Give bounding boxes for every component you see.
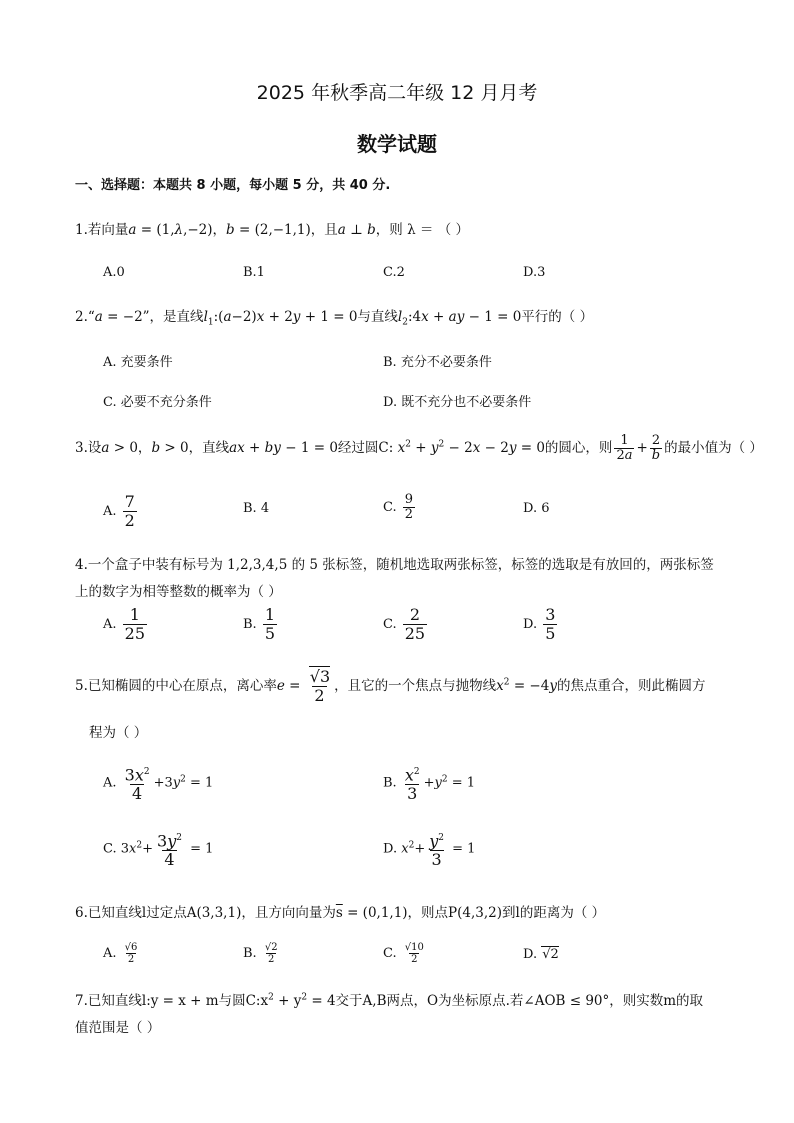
question-1-option-c: C.2 — [383, 265, 405, 280]
section-heading: 一、选择题：本题共 8 小题，每小题 5 分，共 40 分. — [75, 178, 391, 193]
question-1-option-d: D.3 — [523, 265, 546, 280]
question-6-stem: 6.已知直线l过定点A(3,3,1)，且方向向量为$\overline{s} = (0,1,1)$，则点P(4,3,2)到l的距离为（ ） — [75, 905, 606, 921]
exam-subtitle: 数学试题 — [357, 132, 437, 156]
question-6-option-b: B. $\frac{√2}{2}$ — [243, 942, 278, 965]
question-4-option-b: B. $\frac{1}{5}$ — [243, 605, 276, 643]
question-6-option-a: A. $\frac{√6}{2}$ — [103, 942, 138, 965]
question-5-option-b: B. $\frac{x^2}{3}$ $+y^2 = 1$ — [383, 765, 476, 804]
question-7-stem-line1: 7.已知直线l:y = x + m与圆$C:x^2 + y^2 = 4$交于A,B两点，O为坐标原点.若∠AOB ≤ 90°，则实数m的取 — [75, 992, 704, 1009]
question-6-option-c: C. $\frac{√10}{2}$ — [383, 942, 424, 965]
question-3-option-a: A. $\frac{7}{2}$ — [103, 492, 135, 530]
question-7-stem-line2: 值范围是（ ） — [75, 1020, 161, 1036]
question-4-option-d: D. $\frac{3}{5}$ — [523, 605, 556, 643]
question-1-option-a: A.0 — [103, 265, 125, 280]
question-2-option-d: D. 既不充分也不必要条件 — [383, 395, 532, 410]
question-5-stem-line2: 程为（ ） — [89, 725, 148, 741]
question-5-option-a: A. $\frac{3x^2}{4}$ $+3y^2 = 1$ — [103, 765, 214, 804]
question-4-option-c: C. $\frac{2}{25}$ — [383, 605, 426, 643]
question-4-option-a: A. $\frac{1}{25}$ — [103, 605, 146, 643]
question-5-option-d: D. $x^2+$ $\frac{y^2}{3}$ = 1 — [383, 831, 476, 870]
question-1-option-b: B.1 — [243, 265, 265, 280]
question-2-option-b: B. 充分不必要条件 — [383, 355, 492, 370]
question-5-option-c: C. $3x^2+$ $\frac{3y^2}{4}$ = 1 — [103, 831, 214, 870]
question-5-stem-line1: 5.已知椭圆的中心在原点，离心率e = $\frac{√3}{2}$ ，且它的一个焦点与抛物线$x^2 = -4y$的焦点重合，则此椭圆方 — [75, 667, 706, 705]
question-1-stem: 1.若向量a = (1,λ,−2)，b = (2,−1,1)，且a ⊥ b，则 λ ＝ （ ） — [75, 222, 470, 238]
question-6-option-d: D. √2 — [523, 947, 559, 962]
exam-title: 2025 年秋季高二年级 12 月月考 — [256, 82, 538, 104]
question-3-stem: 3.设a > 0，b > 0，直线ax + by − 1 = 0经过圆C: $x^2 + y^2 - 2x - 2y = 0$的圆心，则 $\frac{1}{2a}$ + $\frac{2}{b}$ 的最小值为（ ） — [75, 433, 763, 463]
question-2-stem: 2.“a = −2”，是直线$l_1:(a-2)x + 2y + 1 = 0$与直线$l_2:4x$ + ay − 1 = 0平行的（ ） — [75, 309, 594, 328]
question-2-option-a: A. 充要条件 — [103, 355, 173, 370]
question-2-option-c: C. 必要不充分条件 — [103, 395, 212, 410]
question-3-option-d: D. 6 — [523, 501, 550, 516]
question-3-option-b: B. 4 — [243, 501, 270, 516]
question-4-stem: 4.一个盒子中装有标号为 1,2,3,4,5 的 5 张标签，随机地选取两张标签，标签的选取是有放回的，两张标签上的数字为相等整数的概率为（ ） — [75, 557, 714, 600]
question-3-option-c: C. $\frac{9}{2}$ — [383, 492, 414, 522]
